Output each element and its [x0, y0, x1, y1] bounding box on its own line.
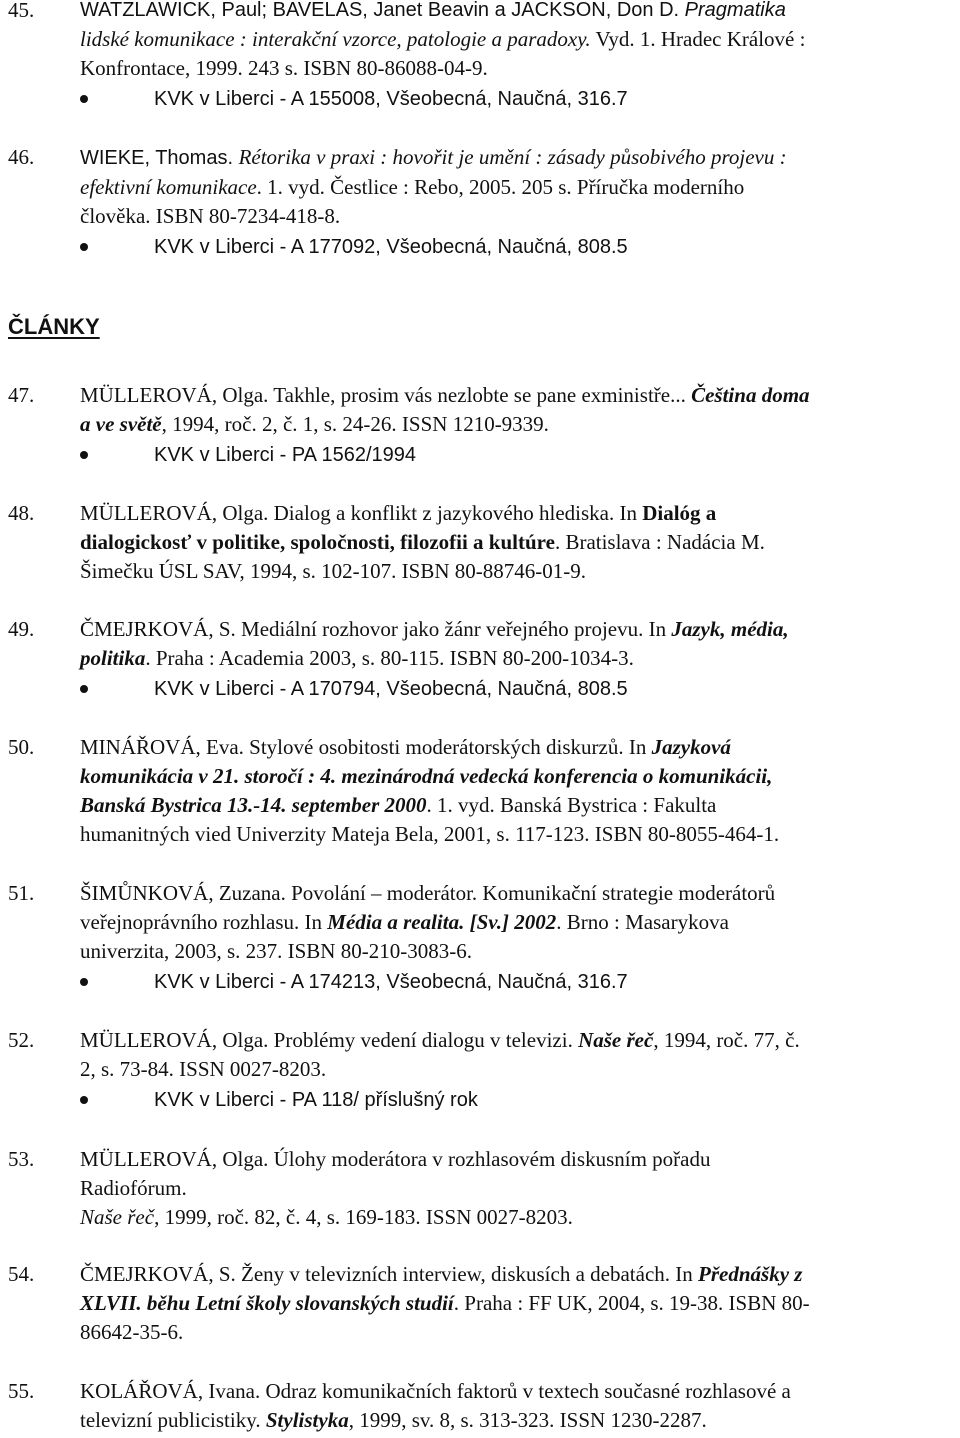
- location-text: KVK v Liberci - A 177092, Všeobecná, Naučná, 808.5: [154, 236, 628, 258]
- bibliography-entry-47: [0, 381, 958, 470]
- entry-number: 52.: [8, 1028, 35, 1052]
- bibliography-entry-50: [0, 733, 958, 849]
- bibliography-entry-54: [0, 1260, 958, 1347]
- bullet-icon: [80, 243, 88, 251]
- entry-number: 48.: [8, 501, 35, 525]
- location-text: KVK v Liberci - PA 1562/1994: [154, 444, 417, 466]
- title-italic: Pragmatika: [684, 0, 786, 21]
- entry-number: 47.: [8, 383, 35, 407]
- bullet-icon: [80, 978, 88, 986]
- bibliography-entry-52: [0, 1026, 958, 1115]
- entry-text: KOLÁŘOVÁ, Ivana. Odraz komunikačních faktorů v textech současné rozhlasové a televizní publicistiky. Stylistyka, 1999, sv. 8, s. 313-323. ISSN 1230-2287.: [80, 1379, 791, 1432]
- bibliography-entry-53: [0, 1145, 958, 1232]
- entry-number: 50.: [8, 735, 35, 759]
- location-text: KVK v Liberci - A 155008, Všeobecná, Naučná, 316.7: [154, 88, 628, 110]
- book-title: politika: [80, 646, 146, 670]
- entry-number: 46.: [8, 145, 35, 169]
- entry-number: 55.: [8, 1379, 35, 1403]
- location-text: KVK v Liberci - A 170794, Všeobecná, Naučná, 808.5: [154, 678, 628, 700]
- proceedings-title: Jazyková: [651, 735, 731, 759]
- author: WIEKE, Thomas.: [80, 147, 239, 169]
- bibliography-entry-48: [0, 499, 958, 586]
- entry-number: 54.: [8, 1262, 35, 1286]
- journal-title: Naše řeč: [80, 1205, 155, 1229]
- journal-title: Stylistyka: [265, 1408, 349, 1432]
- title-italic: Rétorika v praxi : hovořit je umění : zásady působivého projevu :: [238, 145, 787, 169]
- entry-text: [80, 0, 958, 83]
- book-title: Dialóg a: [642, 501, 717, 525]
- location-text: KVK v Liberci - A 174213, Všeobecná, Naučná, 316.7: [154, 971, 628, 993]
- journal-title: Naše řeč: [578, 1028, 654, 1052]
- entry-number: 51.: [8, 881, 35, 905]
- library-location: [0, 1086, 958, 1115]
- publication-info: . 1. vyd. Čestlice : Rebo, 2005. 205 s. Příručka moderního: [256, 175, 745, 199]
- journal-title: a ve světě: [80, 412, 162, 436]
- author-title: WATZLAWICK, Paul; BAVELAS, Janet Beavin a JACKSON, Don D.: [80, 0, 685, 21]
- title-italic: lidské komunikace : interakční vzorce, patologie a paradoxy.: [80, 27, 591, 51]
- title-italic: efektivní komunikace: [80, 175, 257, 199]
- entry-text: ČMEJRKOVÁ, S. Mediální rozhovor jako žánr veřejného projevu. In Jazyk, média, politika. Praha : Academia 2003, s. 80-115. ISBN 80-200-1034-3.: [80, 617, 789, 670]
- bullet-icon: [80, 685, 88, 693]
- book-title: dialogickosť v politike, spoločnosti, filozofii a kultúre: [80, 530, 555, 554]
- entry-text: MÜLLEROVÁ, Olga. Dialog a konflikt z jazykového hlediska. In Dialóg a dialogickosť v politike, spoločnosti, filozofii a kultúre. Bratislava : Nadácia M. Šimečku ÚSL SAV, 1994, s. 102-107. ISBN 80-88746-01-9.: [80, 501, 765, 583]
- proceedings-title: komunikácia v 21. storočí : 4. mezinárodná vedecká konferencia o komunikácii,: [80, 764, 773, 788]
- publication-info: člověka. ISBN 80-7234-418-8.: [80, 204, 341, 228]
- publication-info: Konfrontace, 1999. 243 s. ISBN 80-86088-04-9.: [80, 56, 488, 80]
- proceedings-title: Banská Bystrica 13.-14. september 2000: [80, 793, 427, 817]
- proceedings-title: XLVII. běhu Letní školy slovanských studií: [80, 1291, 454, 1315]
- proceedings-title: Přednášky z: [698, 1262, 803, 1286]
- entry-text: ČMEJRKOVÁ, S. Ženy v televizních interview, diskusích a debatách. In Přednášky z XLVII. běhu Letní školy slovanských studií. Praha : FF UK, 2004, s. 19-38. ISBN 80- 86642-35-6.: [80, 1262, 810, 1344]
- bullet-icon: [80, 451, 88, 459]
- bibliography-entry-51: [0, 879, 958, 997]
- location-text: KVK v Liberci - PA 118/ příslušný rok: [154, 1089, 478, 1111]
- entry-number: 53.: [8, 1147, 35, 1171]
- library-location: [0, 233, 958, 262]
- entry-number: 45.: [8, 0, 35, 22]
- book-title: Jazyk, média,: [671, 617, 789, 641]
- library-location: [0, 441, 958, 470]
- library-location: [0, 675, 958, 704]
- bibliography-entry-49: [0, 615, 958, 704]
- bullet-icon: [80, 1096, 88, 1104]
- bibliography-entry-45: [0, 0, 958, 114]
- entry-text: ŠIMŮNKOVÁ, Zuzana. Povolání – moderátor. Komunikační strategie moderátorů veřejnoprávního rozhlasu. In Média a realita. [Sv.] 2002. Brno : Masarykova univerzita, 2003, s. 237. ISBN 80-210-3083-6.: [80, 881, 776, 963]
- journal-title: Čeština doma: [691, 383, 810, 407]
- entry-text: MÜLLEROVÁ, Olga. Takhle, prosim vás nezlobte se pane exministře... Čeština doma a ve světě, 1994, roč. 2, č. 1, s. 24-26. ISSN 1210-9339.: [80, 383, 810, 436]
- bibliography-entry-46: [0, 143, 958, 262]
- library-location: [0, 968, 958, 997]
- entry-text: MINÁŘOVÁ, Eva. Stylové osobitosti moderátorských diskurzů. In Jazyková komunikácia v 21. storočí : 4. mezinárodná vedecká konferencia o komunikácii, Banská Bystrica 13.-14. september 2000. 1. vyd. Banská Bystrica : Fakulta humanitných vied Univerzity Mateja Bela, 2001, s. 117-123. ISBN 80-8055-464-1.: [80, 733, 958, 849]
- entry-text: [80, 143, 958, 231]
- entry-text: MÜLLEROVÁ, Olga. Problémy vedení dialogu v televizi. Naše řeč, 1994, roč. 77, č. 2, s. 73-84. ISSN 0027-8203.: [80, 1028, 800, 1081]
- entry-number: 49.: [8, 617, 35, 641]
- journal-title: Média a realita. [Sv.] 2002: [327, 910, 557, 934]
- bullet-icon: [80, 95, 88, 103]
- library-location: [0, 85, 958, 114]
- bibliography-entry-55: [0, 1377, 958, 1435]
- section-heading: ČLÁNKY: [8, 314, 100, 339]
- entry-text: MÜLLEROVÁ, Olga. Úlohy moderátora v rozhlasovém diskusním pořadu Radiofórum. Naše řeč, 1999, roč. 82, č. 4, s. 169-183. ISSN 0027-8203.: [80, 1147, 711, 1229]
- publication-info: Vyd. 1. Hradec Králové :: [590, 27, 806, 51]
